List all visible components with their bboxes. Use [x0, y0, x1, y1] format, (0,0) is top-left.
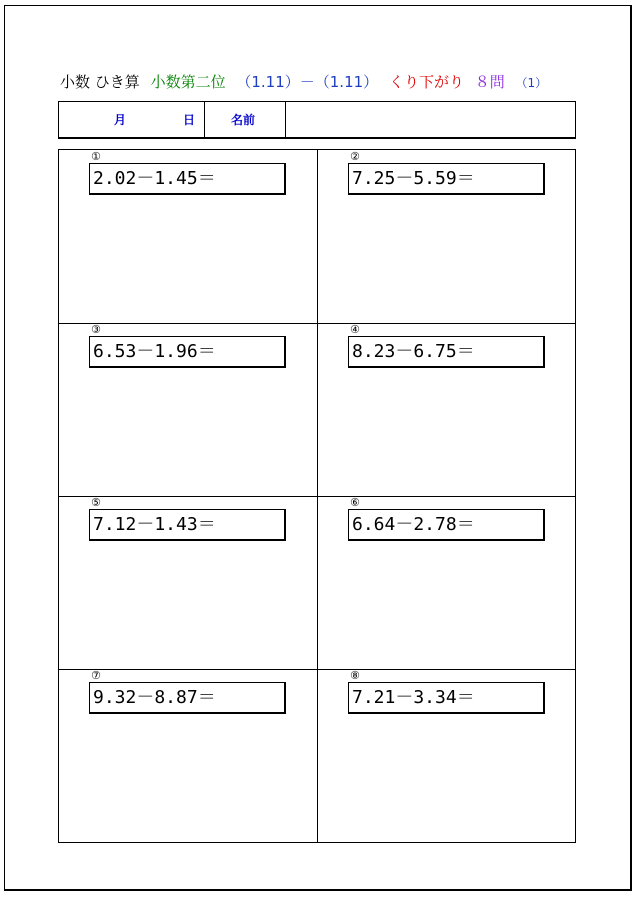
date-field[interactable] — [59, 102, 205, 137]
problem-number: ① — [91, 150, 101, 163]
problem-expression: 7.12－1.43＝ — [89, 509, 286, 541]
problem-expression: 8.23－6.75＝ — [348, 336, 545, 368]
title-borrowing: くり下がり — [388, 73, 464, 91]
day-label: 日 — [183, 113, 196, 127]
problem-number: ③ — [91, 323, 101, 336]
problem-expression: 7.25－5.59＝ — [348, 163, 545, 195]
problem-number: ⑤ — [91, 496, 101, 509]
problem-expression: 6.53－1.96＝ — [89, 336, 286, 368]
grid-divider-horizontal — [59, 669, 575, 670]
name-date-box — [58, 101, 576, 139]
title-format: （1.11）－（1.11） — [236, 73, 379, 91]
problem-number: ⑦ — [91, 669, 101, 682]
title-level: 小数第二位 — [150, 73, 226, 91]
problem-expression: 2.02－1.45＝ — [89, 163, 286, 195]
grid-divider-horizontal — [59, 496, 575, 497]
name-field[interactable] — [286, 102, 575, 137]
title-sheet-number: （1） — [515, 76, 548, 90]
name-label: 名前 — [231, 113, 256, 127]
title-subject: 小数 ひき算 — [60, 73, 140, 91]
problem-expression: 6.64－2.78＝ — [348, 509, 545, 541]
problem-number: ② — [350, 150, 360, 163]
problem-grid — [58, 149, 576, 843]
worksheet-title — [60, 70, 580, 94]
month-label: 月 — [114, 113, 127, 127]
problem-number: ⑧ — [350, 669, 360, 682]
problem-number: ④ — [350, 323, 360, 336]
problem-number: ⑥ — [350, 496, 360, 509]
name-label-cell — [205, 102, 286, 137]
title-question-count: ８問 — [474, 73, 505, 91]
problem-expression: 7.21－3.34＝ — [348, 682, 545, 714]
problem-expression: 9.32－8.87＝ — [89, 682, 286, 714]
grid-divider-horizontal — [59, 323, 575, 324]
